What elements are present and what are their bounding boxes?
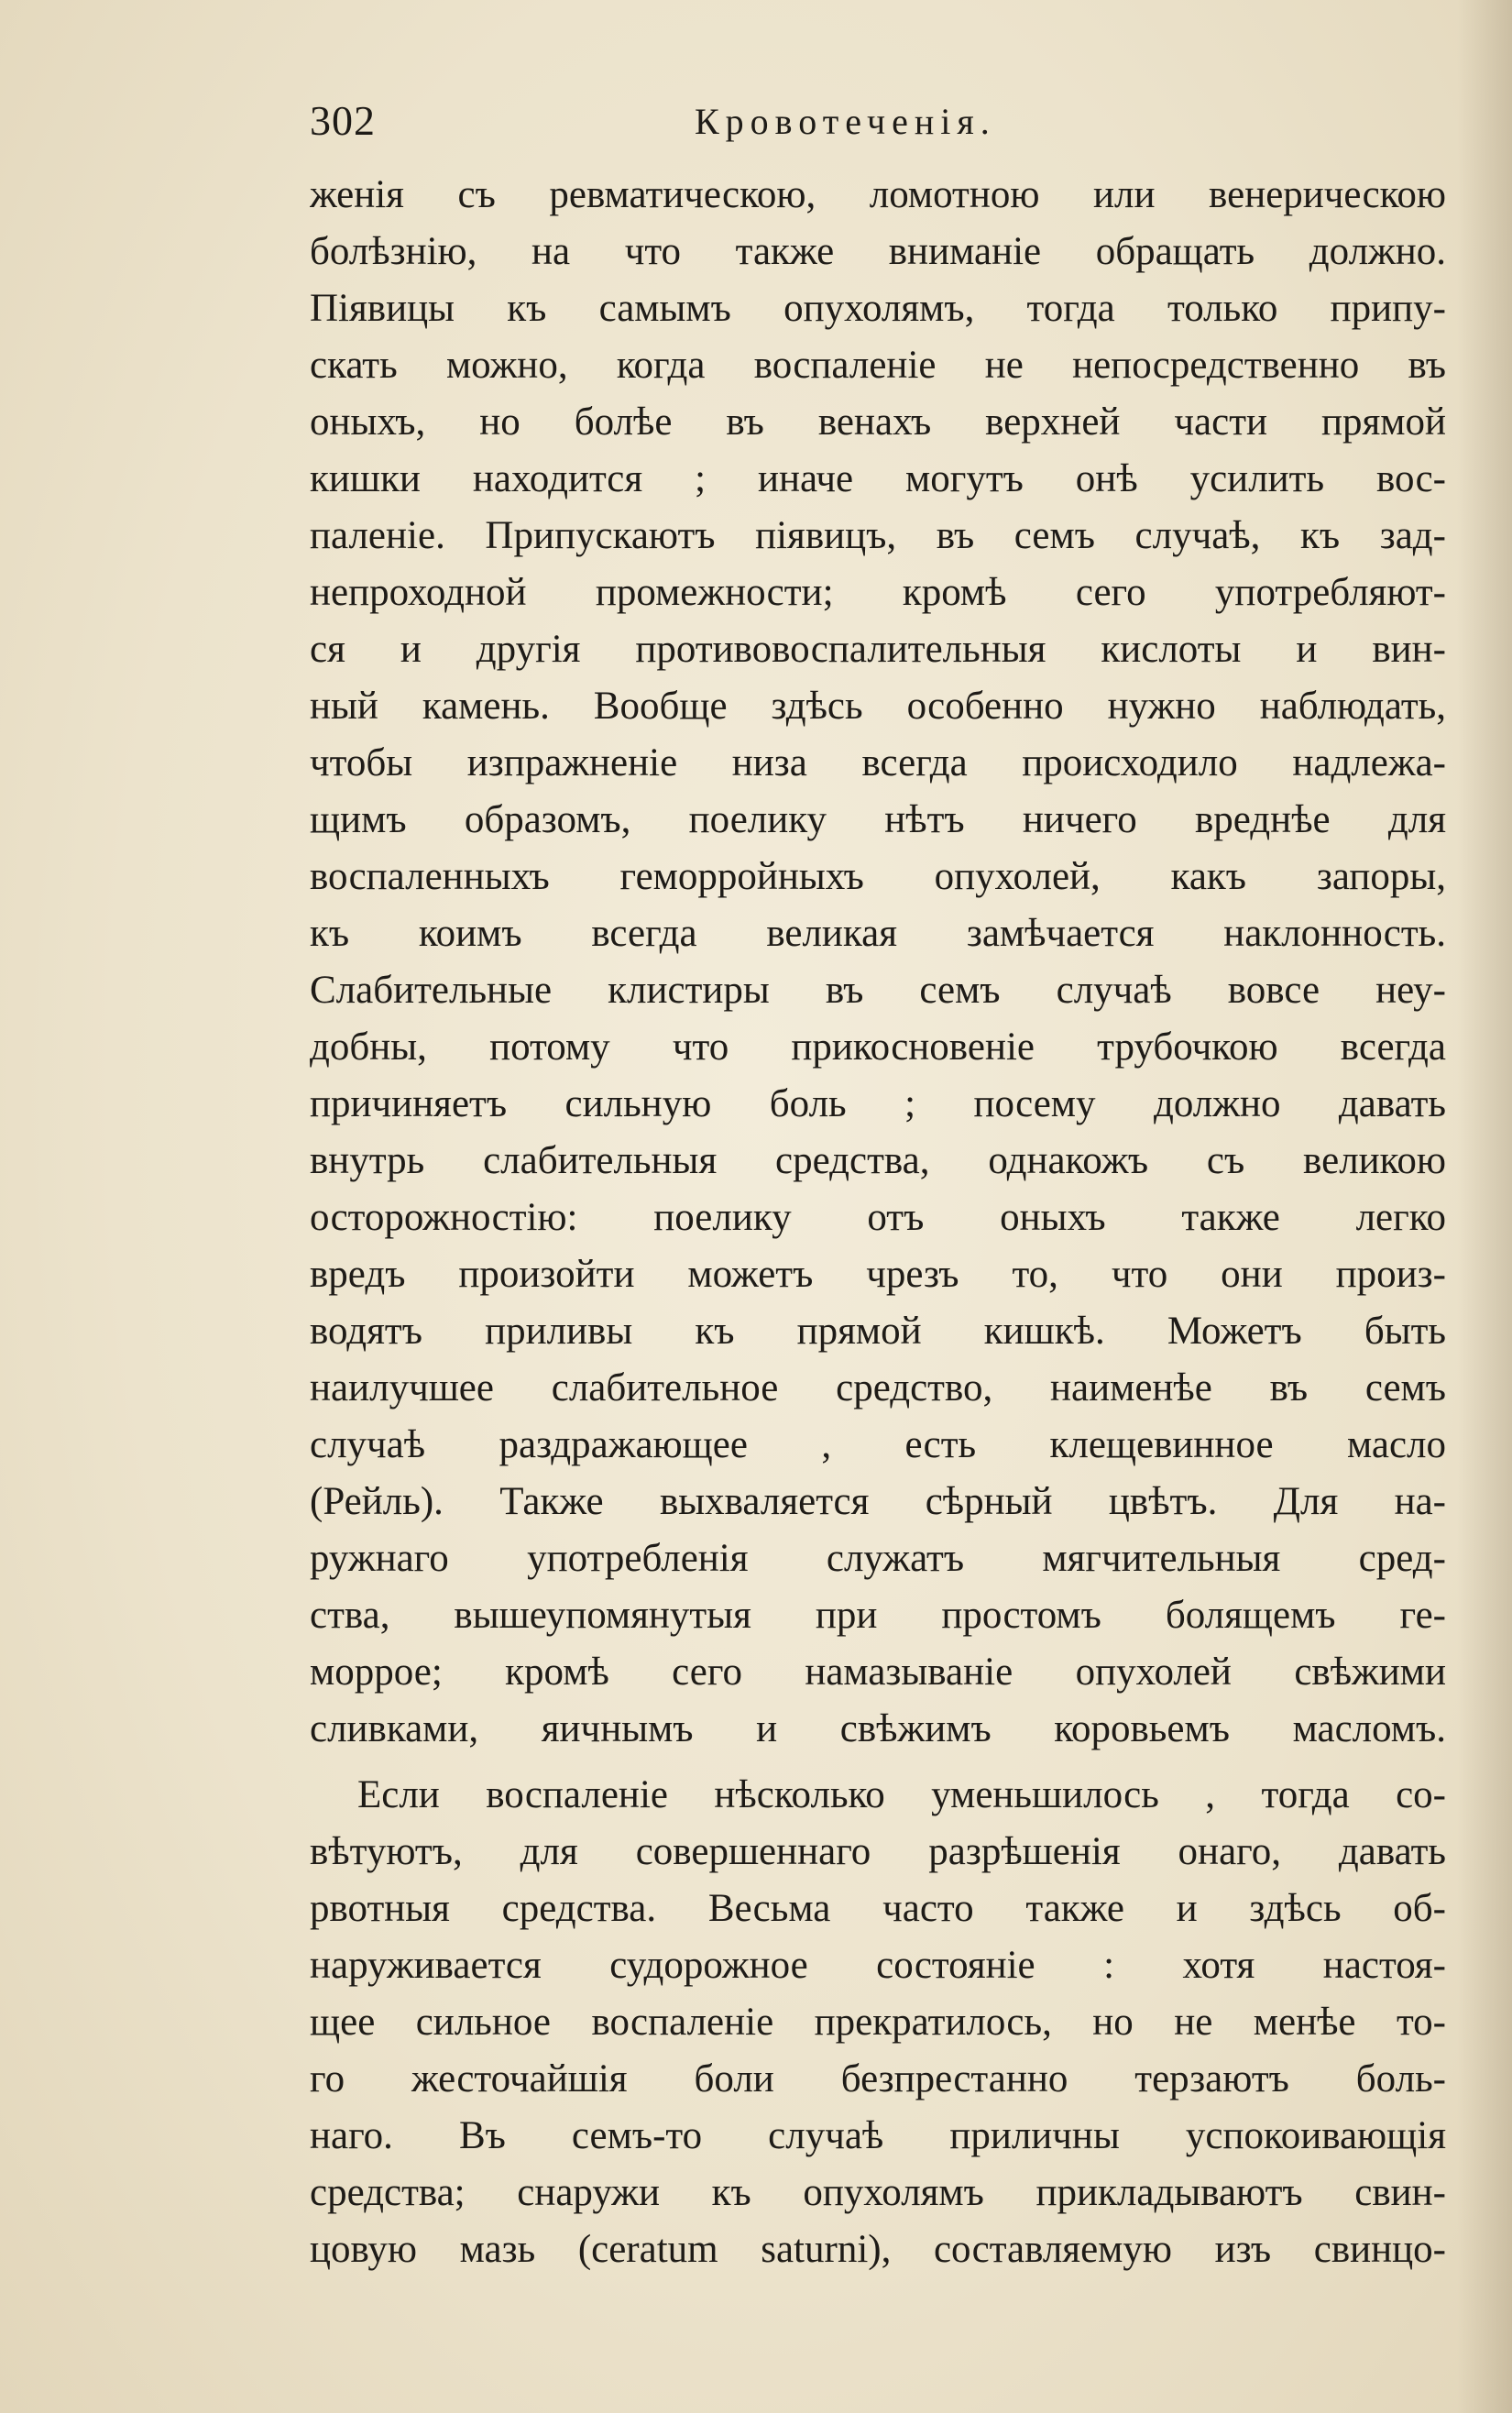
body-text [310, 167, 1446, 2278]
text-line: средства; снаружи къ опухолямъ прикладываютъ свин- [310, 2171, 1446, 2214]
text-line: Слабительные клистиры въ семъ случаѣ вовсе неу- [310, 969, 1446, 1012]
text-line: наруживается судорожное состояніе : хотя настоя- [310, 1944, 1446, 1987]
text-line: паленіе. Припускаютъ піявицъ, въ семъ случаѣ, къ зад- [310, 514, 1446, 557]
text-line: наилучшее слабительное средство, наименѣе въ семъ [310, 1366, 1446, 1409]
text-line: женія съ ревматическою, ломотною или венерическою [310, 173, 1446, 216]
text-line: непроходной промежности; кромѣ сего употребляют- [310, 571, 1446, 614]
text-line: рвотныя средства. Весьма часто также и здѣсь об- [310, 1887, 1446, 1930]
text-line: болѣзнію, на что также вниманіе обращать должно. [310, 230, 1446, 273]
text-line: осторожностію: поелику отъ оныхъ также легко [310, 1196, 1446, 1239]
text-line: щимъ образомъ, поелику нѣтъ ничего вреднѣе для [310, 798, 1446, 841]
text-line: Если воспаленіе нѣсколько уменьшилось , тогда со- [357, 1773, 1446, 1816]
text-line: цовую мазь (ceratum saturni), составляемую изъ свинцо- [310, 2228, 1446, 2271]
text-line: скать можно, когда воспаленіе не непосредственно въ [310, 344, 1446, 387]
text-line: ный камень. Вообще здѣсь особенно нужно наблюдать, [310, 685, 1446, 728]
text-line: добны, потому что прикосновеніе трубочкою всегда [310, 1026, 1446, 1069]
text-line: чтобы изпражненіе низа всегда происходило надлежа- [310, 741, 1446, 784]
running-title: Кровотеченія. [695, 101, 996, 142]
text-line: вѣтуютъ, для совершеннаго разрѣшенія онаго, давать [310, 1830, 1446, 1873]
text-line: внутрь слабительныя средства, однакожъ съ великою [310, 1139, 1446, 1182]
text-line: ружнаго употребленія служатъ мягчительныя сред- [310, 1537, 1446, 1580]
text-line: кишки находится ; иначе могутъ онѣ усилить вос- [310, 457, 1446, 500]
text-line: щее сильное воспаленіе прекратилось, но не менѣе то- [310, 2001, 1446, 2044]
text-line: оныхъ, но болѣе въ венахъ верхней части прямой [310, 400, 1446, 444]
text-line: къ коимъ всегда великая замѣчается наклонность. [310, 912, 1446, 955]
text-line: случаѣ раздражающее , есть клещевинное масло [310, 1423, 1446, 1466]
page-number: 302 [310, 97, 376, 144]
text-line: го жесточайшія боли безпрестанно терзаютъ боль- [310, 2057, 1446, 2100]
text-line: ства, вышеупомянутыя при простомъ болящемъ ге- [310, 1594, 1446, 1637]
text-line: наго. Въ семъ-то случаѣ приличны успокоивающія [310, 2114, 1446, 2157]
text-line: Піявицы къ самымъ опухолямъ, тогда только припу- [310, 287, 1446, 330]
text-line: вредъ произойти можетъ чрезъ то, что они произ- [310, 1253, 1446, 1296]
text-line: водятъ приливы къ прямой кишкѣ. Можетъ быть [310, 1310, 1446, 1353]
text-line: сливками, яичнымъ и свѣжимъ коровьемъ масломъ. [310, 1707, 1446, 1750]
text-line: ся и другія противовоспалительныя кислоты и вин- [310, 628, 1446, 671]
text-line: (Рейль). Также выхваляется сѣрный цвѣтъ. Для на- [310, 1480, 1446, 1523]
text-line: причиняетъ сильную боль ; посему должно давать [310, 1082, 1446, 1125]
page-edge-shadow [1457, 0, 1512, 2413]
text-line: воспаленныхъ геморройныхъ опухолей, какъ запоры, [310, 855, 1446, 898]
text-line: моррое; кромѣ сего намазываніе опухолей свѣжими [310, 1651, 1446, 1694]
page-header [310, 96, 1446, 151]
